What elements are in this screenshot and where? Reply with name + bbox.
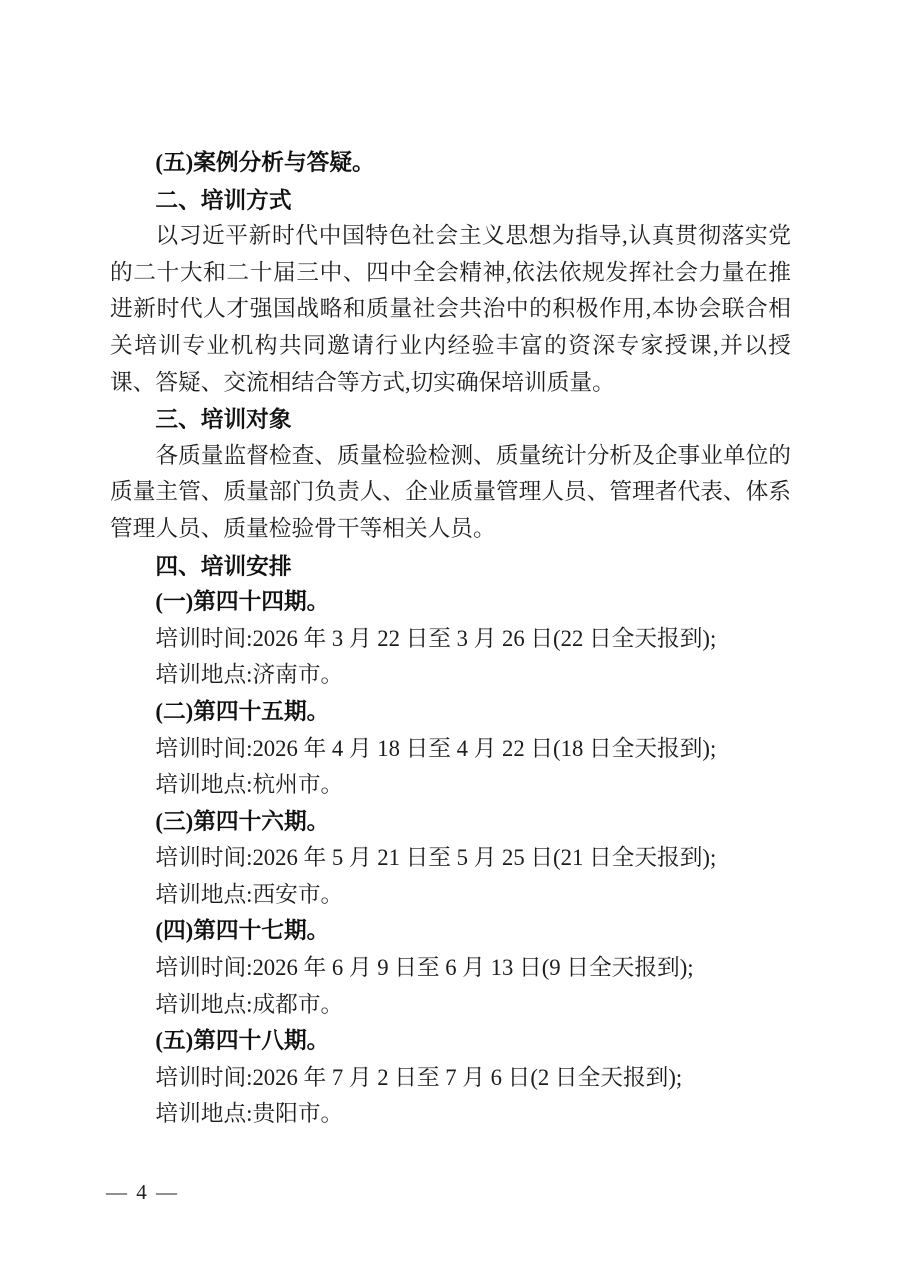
session-time: 培训时间:2026 年 6 月 9 日至 6 月 13 日(9 日全天报到); [155,955,694,981]
section-heading: 三、培训对象 [155,406,292,433]
session-heading: (一)第四十四期。 [155,589,330,615]
document-lines [110,145,791,1133]
paragraph-line: 进新时代人才强国战略和质量社会共治中的积极作用,本协会联合相 [110,296,791,322]
section-heading: 四、培训安排 [155,552,292,579]
paragraph-line: 的二十大和二十届三中、四中全会精神,依法依规发挥社会力量在推 [110,259,791,285]
session-location: 培训地点:济南市。 [155,662,344,688]
session-location: 培训地点:西安市。 [155,881,344,907]
session-time: 培训时间:2026 年 5 月 21 日至 5 月 25 日(21 日全天报到); [155,845,717,871]
paragraph-line: 质量主管、质量部门负责人、企业质量管理人员、管理者代表、体系 [110,479,791,505]
session-location: 培训地点:杭州市。 [155,772,344,798]
session-heading: (二)第四十五期。 [155,698,330,724]
session-time: 培训时间:2026 年 7 月 2 日至 7 月 6 日(2 日全天报到); [155,1064,683,1090]
paragraph-line: 课、答疑、交流相结合等方式,切实确保培训质量。 [110,369,615,395]
paragraph-line: 关培训专业机构共同邀请行业内经验丰富的资深专家授课,并以授 [110,332,791,358]
paragraph-line: 各质量监督检查、质量检验检测、质量统计分析及企事业单位的 [155,442,791,468]
session-location: 培训地点:贵阳市。 [155,1101,344,1127]
page-number: — 4 — [106,1180,179,1204]
paragraph-line: 管理人员、质量检验骨干等相关人员。 [110,515,496,541]
session-time: 培训时间:2026 年 4 月 18 日至 4 月 22 日(18 日全天报到); [155,735,717,761]
subsection-heading: (五)案例分析与答疑。 [155,150,375,175]
session-heading: (五)第四十八期。 [155,1028,330,1054]
session-location: 培训地点:成都市。 [155,991,344,1017]
session-heading: (三)第四十六期。 [155,808,330,834]
section-heading: 二、培训方式 [155,186,292,213]
session-heading: (四)第四十七期。 [155,918,330,944]
paragraph-line: 以习近平新时代中国特色社会主义思想为指导,认真贯彻落实党 [155,223,791,249]
session-time: 培训时间:2026 年 3 月 22 日至 3 月 26 日(22 日全天报到); [155,625,717,651]
